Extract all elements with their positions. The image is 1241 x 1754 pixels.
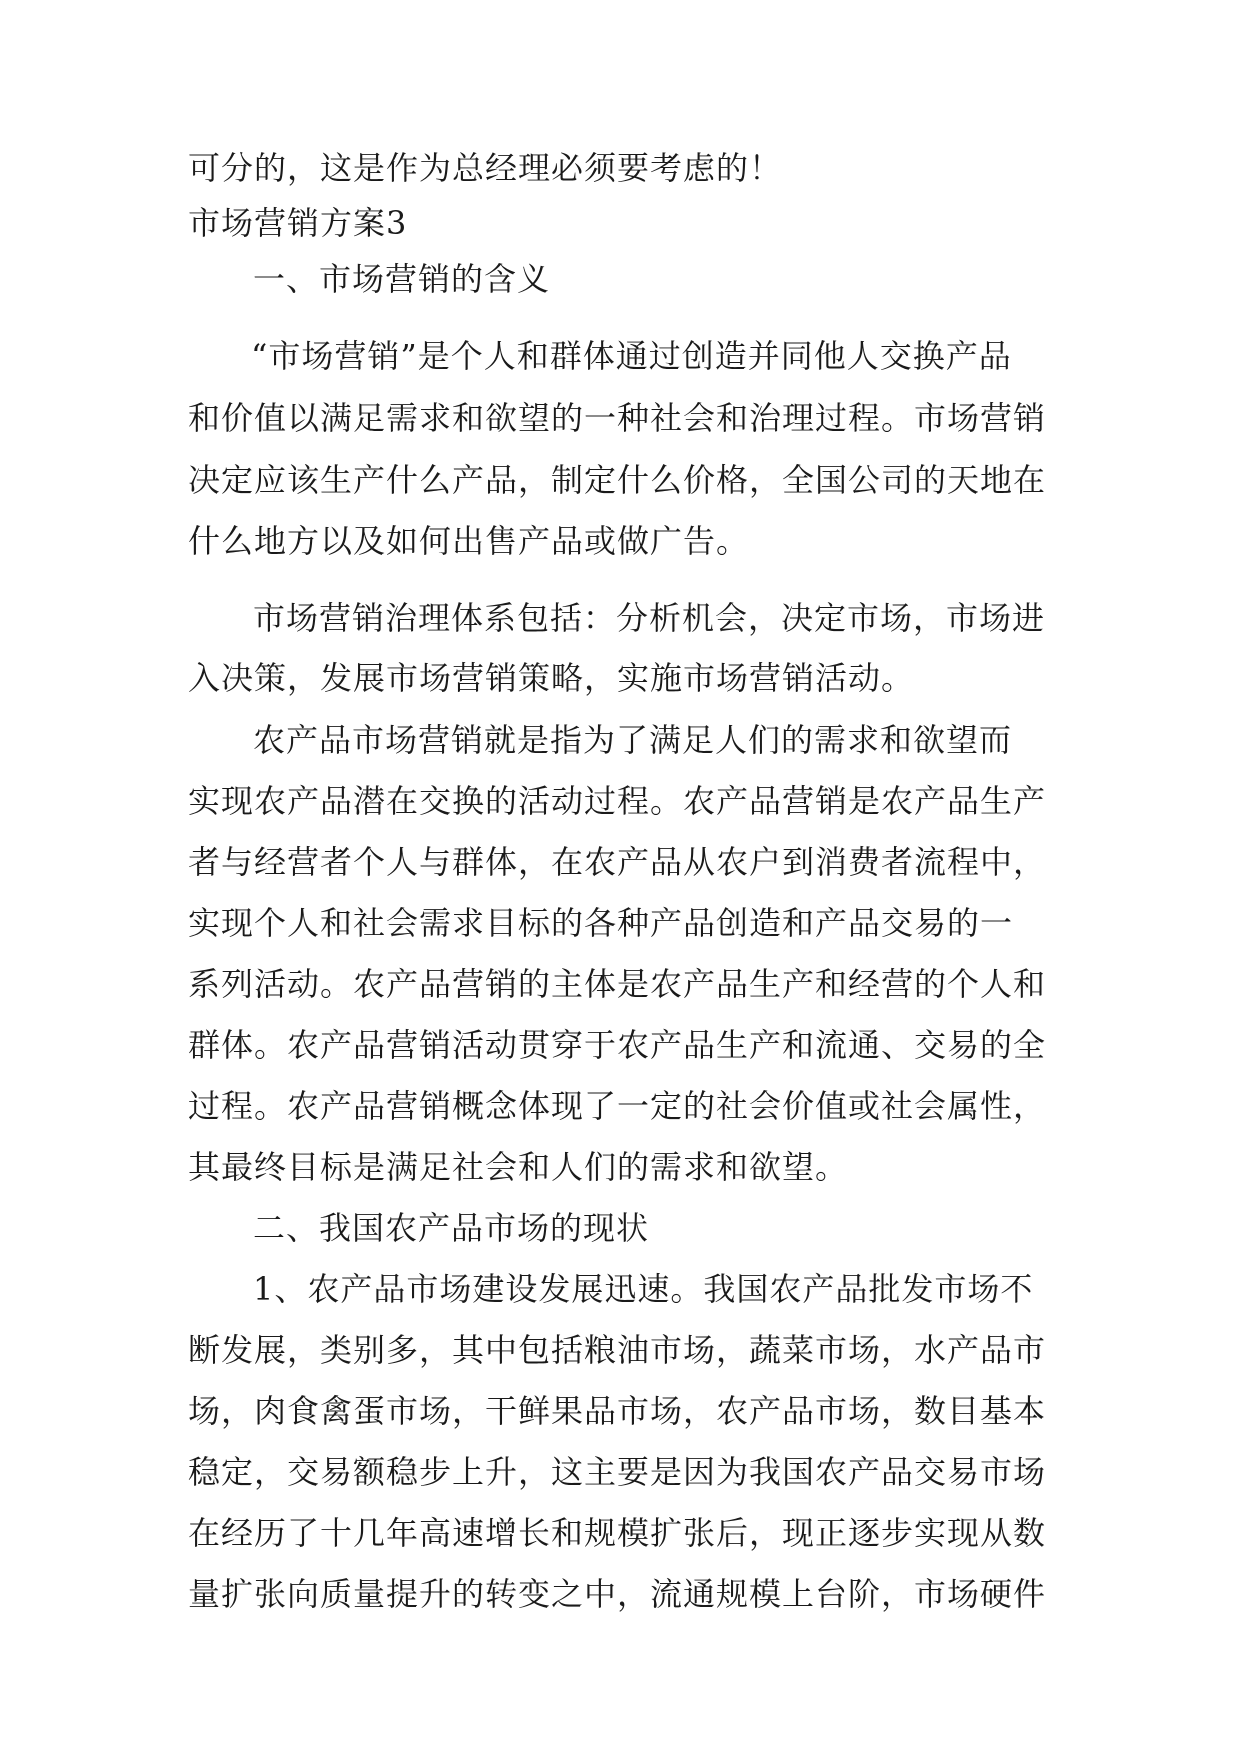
text-line: 过程。农产品营销概念体现了一定的社会价值或社会属性， xyxy=(188,1087,1047,1125)
text-line: 什么地方以及如何出售产品或做广告。 xyxy=(188,522,750,560)
text-line: 稳定，交易额稳步上升，这主要是因为我国农产品交易市场 xyxy=(188,1453,1047,1491)
text-line: 实现农产品潜在交换的活动过程。农产品营销是农产品生产 xyxy=(188,782,1047,820)
text-line: 实现个人和社会需求目标的各种产品创造和产品交易的一 xyxy=(188,904,1014,942)
text-line: 量扩张向质量提升的转变之中，流通规模上台阶，市场硬件 xyxy=(188,1575,1047,1613)
text-line: 1、农产品市场建设发展迅速。我国农产品批发市场不 xyxy=(253,1270,1034,1308)
text-line: 决定应该生产什么产品，制定什么价格，全国公司的天地在 xyxy=(188,461,1047,499)
text-line: 市场营销治理体系包括：分析机会，决定市场，市场进 xyxy=(253,599,1046,637)
text-line: 系列活动。农产品营销的主体是农产品生产和经营的个人和 xyxy=(188,965,1047,1003)
text-line: 断发展，类别多，其中包括粮油市场，蔬菜市场，水产品市 xyxy=(188,1331,1047,1369)
text-line: 场，肉食禽蛋市场，干鲜果品市场，农产品市场，数目基本 xyxy=(188,1392,1047,1430)
section-heading: 一、市场营销的含义 xyxy=(253,260,551,298)
section-heading: 二、我国农产品市场的现状 xyxy=(253,1209,650,1247)
text-line: 者与经营者个人与群体，在农产品从农户到消费者流程中， xyxy=(188,843,1047,881)
text-line: 在经历了十几年高速增长和规模扩张后，现正逐步实现从数 xyxy=(188,1514,1047,1552)
text-line: 群体。农产品营销活动贯穿于农产品生产和流通、交易的全 xyxy=(188,1026,1047,1064)
text-line: “市场营销”是个人和群体通过创造并同他人交换产品 xyxy=(251,337,1012,375)
text-line: 和价值以满足需求和欲望的一种社会和治理过程。市场营销 xyxy=(188,399,1047,437)
text-line: 农产品市场营销就是指为了满足人们的需求和欲望而 xyxy=(253,721,1013,759)
section-title: 市场营销方案3 xyxy=(188,204,408,242)
text-line: 可分的，这是作为总经理必须要考虑的！ xyxy=(188,149,783,187)
text-line: 其最终目标是满足社会和人们的需求和欲望。 xyxy=(188,1148,849,1186)
text-line: 入决策，发展市场营销策略，实施市场营销活动。 xyxy=(188,659,915,697)
